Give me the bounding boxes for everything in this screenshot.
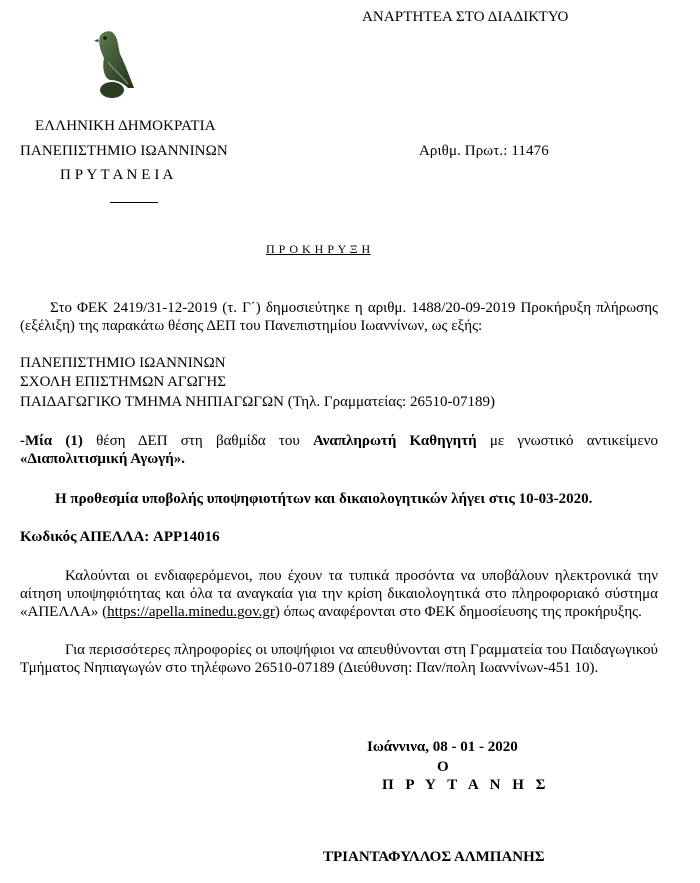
- deadline-notice: Η προθεσμία υποβολής υποψηφιοτήτων και δικαιολογητικών λήγει στις 10-03-2020.: [55, 491, 593, 507]
- unit-university: ΠΑΝΕΠΙΣΤΗΜΙΟ ΙΩΑΝΝΙΝΩΝ: [20, 355, 226, 371]
- unit-department: ΠΑΙΔΑΓΩΓΙΚΟ ΤΜΗΜΑ ΝΗΠΙΑΓΩΓΩΝ (Τηλ. Γραμματείας: 26510-07189): [20, 394, 495, 410]
- notice-top: ΑΝΑΡΤΗΤΕΑ ΣΤΟ ΔΙΑΔΙΚΤΥΟ: [362, 9, 569, 25]
- apella-code: Κωδικός ΑΠΕΛΛΑ: APP14016: [20, 529, 220, 545]
- position-subject: «Διαπολιτισμική Αγωγή».: [20, 451, 185, 467]
- unit-school: ΣΧΟΛΗ ΕΠΙΣΤΗΜΩΝ ΑΓΩΓΗΣ: [20, 374, 226, 390]
- position-text-1: θέση ΔΕΠ στη βαθμίδα του: [82, 433, 314, 449]
- position-paragraph: [20, 432, 658, 468]
- intro-paragraph: Στο ΦΕΚ 2419/31-12-2019 (τ. Γ΄) δημοσιεύτηκε η αριθμ. 1488/20-09-2019 Προκήρυξη πλήρωσης (εξέλιξη) της παρακάτω θέσης ΔΕΠ του Πανεπιστημίου Ιωαννίνων, ως εξής:: [20, 300, 658, 334]
- position-rank: Αναπληρωτή Καθηγητή: [313, 433, 477, 449]
- call-text-1: Καλούνται οι ενδιαφερόμενοι, που έχουν τα τυπικά προσόντα να υποβάλουν ηλεκτρονικά την αίτηση υποψηφιότητας και όλα τα αναγκαία για την κρίση δικαιολογητικά στο πληροφοριακό σύστημα «ΑΠΕΛΛΑ» (: [20, 568, 658, 620]
- call-text-2: ) όπως αναφέρονται στο ΦΕΚ δημοσίευσης της προκήρυξης.: [274, 604, 642, 620]
- signatory-name: ΤΡΙΑΝΤΑΦΥΛΛΟΣ ΑΛΜΠΑΝΗΣ: [323, 849, 545, 865]
- info-paragraph: Για περισσότερες πληροφορίες οι υποψήφιοι να απευθύνονται στη Γραμματεία του Παιδαγωγικού Τμήματος Νηπιαγωγών στο τηλέφωνο 26510-07189 (Διεύθυνση: Παν/πολη Ιωαννίνων-451 10).: [20, 642, 658, 676]
- place-date: Ιωάννινα, 08 - 01 - 2020: [367, 739, 518, 755]
- republic-title: ΕΛΛΗΝΙΚΗ ΔΗΜΟΚΡΑΤΙΑ: [35, 118, 216, 134]
- signature-role: Π Ρ Υ Τ Α Ν Η Σ: [382, 777, 550, 793]
- position-text-2: με γνωστικό αντικείμενο: [476, 433, 658, 449]
- document-title: Π Ρ Ο Κ Η Ρ Υ Ξ Η: [266, 242, 371, 256]
- position-count: -Μία (1): [20, 433, 83, 449]
- signature-article: Ο: [437, 759, 449, 775]
- header-divider: [110, 202, 158, 203]
- university-title: ΠΑΝΕΠΙΣΤΗΜΙΟ ΙΩΑΝΝΙΝΩΝ: [20, 143, 228, 159]
- office-title: Π Ρ Υ Τ Α Ν Ε Ι Α: [60, 167, 174, 183]
- owl-emblem-icon: [90, 28, 138, 100]
- protocol-number: Αριθμ. Πρωτ.: 11476: [419, 143, 549, 159]
- call-paragraph: [20, 567, 658, 621]
- apella-link[interactable]: https://apella.minedu.gov.gr: [107, 604, 275, 620]
